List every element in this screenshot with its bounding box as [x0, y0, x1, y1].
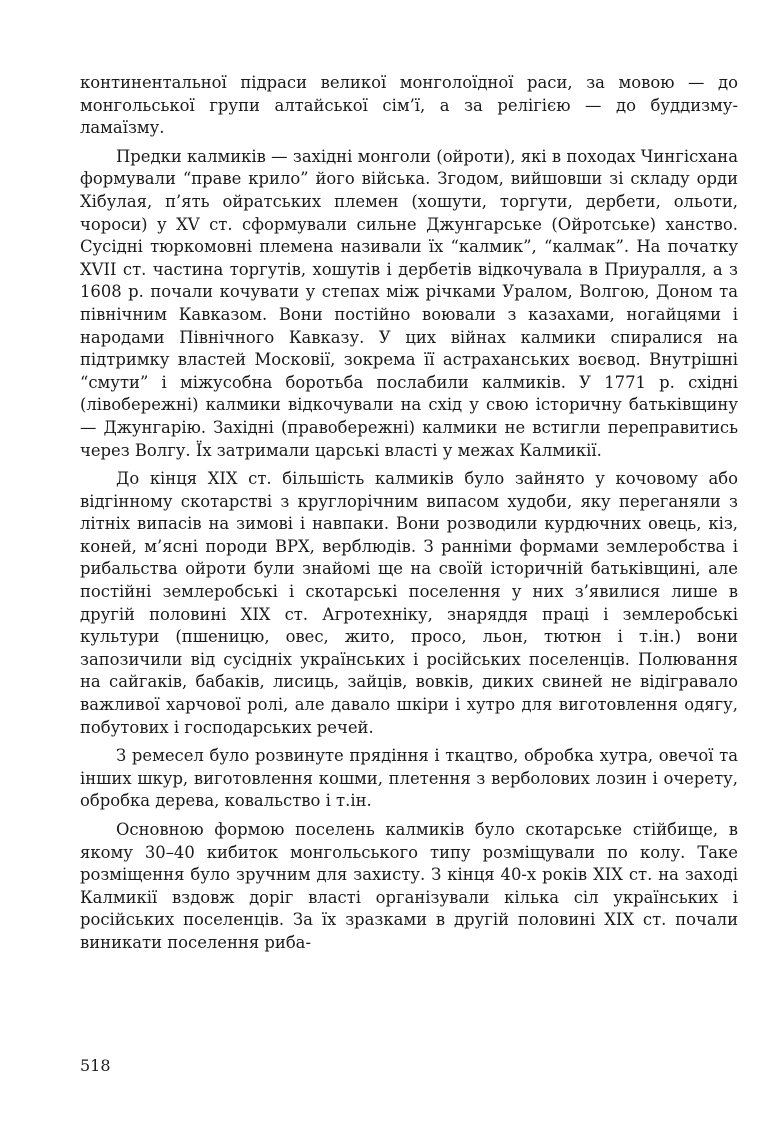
paragraph-crafts: З ремесел було розвинуте прядіння і ткацтво, обробка хутра, овечої та інших шкур, виготовлення кошми, плетення з верболових лозин і очерету, обробка дерева, ковальство і т.ін. [80, 746, 738, 811]
page-body [80, 72, 738, 955]
paragraph-economy: До кінця XIX ст. більшість калмиків було зайнято у кочовому або відгінному скотарстві з круглорічним випасом худоби, яку переганяли з літніх випасів на зимові і навпаки. Вони розводили курдючних овець, кіз, коней, м’ясні породи ВРХ, верблюдів. З ранніми формами землеробства і рибальства ойроти були знайомі ще на своїй історичній батьківщині, але постійні землеробські і скотарські поселення у них з’явилися лише в другій половині XIX ст. Агротехніку, знаряддя праці і землеробські культури (пшеницю, овес, жито, просо, льон, тютюн і т.ін.) вони запозичили від сусідніх українських і російських поселенців. Полювання на сайгаків, бабаків, лисиць, зайців, вовків, диких свиней не відігравало важливої харчової ролі, але давало шкіри і хутро для виготовлення одягу, побутових і господарських речей. [80, 469, 738, 737]
paragraph-continuation: континентальної підраси великої монголоїдної раси, за мовою — до монгольської групи алтайської сім’ї, а за релігією — до буддизму-ламаїзму. [80, 73, 738, 138]
paragraph-origins: Предки калмиків — західні монголи (ойроти), які в походах Чингісхана формували “праве крило” його війська. Згодом, вийшовши зі складу орди Хібулая, п’ять ойратських племен (хошути, торгути, дербети, ольоти, чороси) у XV ст. сформували сильне Джунгарське (Ойротське) ханство. Сусідні тюркомовні племена називали їх “калмик”, “калмак”. На початку XVII ст. частина торгутів, хошутів і дербетів відкочувала в Приуралля, а з 1608 р. почали кочувати у степах між річками Уралом, Волгою, Доном та північним Кавказом. Вони постійно воювали з казахами, ногайцями і народами Північного Кавказу. У цих війнах калмики спиралися на підтримку властей Московії, зокрема її астраханських воєвод. Внутрішні “смути” і міжусобна боротьба послабили калмиків. У 1771 р. східні (лівобережні) калмики відкочували на схід у свою історичну батьківщину — Джунгарію. Західні (правобережні) калмики не встигли переправитись через Волгу. Їх затримали царські власті у межах Калмикії. [80, 146, 738, 460]
paragraph-settlements: Основною формою поселень калмиків було скотарське стійбище, в якому 30–40 кибиток монгольського типу розміщували по колу. Таке розміщення було зручним для захисту. З кінця 40-х років XIX ст. на заході Калмикії вздовж доріг власті організували кілька сіл українських і російських поселенців. За їх зразками в другій половині XIX ст. почали виникати поселення риба- [80, 820, 738, 952]
page-number: 518 [80, 1056, 111, 1075]
